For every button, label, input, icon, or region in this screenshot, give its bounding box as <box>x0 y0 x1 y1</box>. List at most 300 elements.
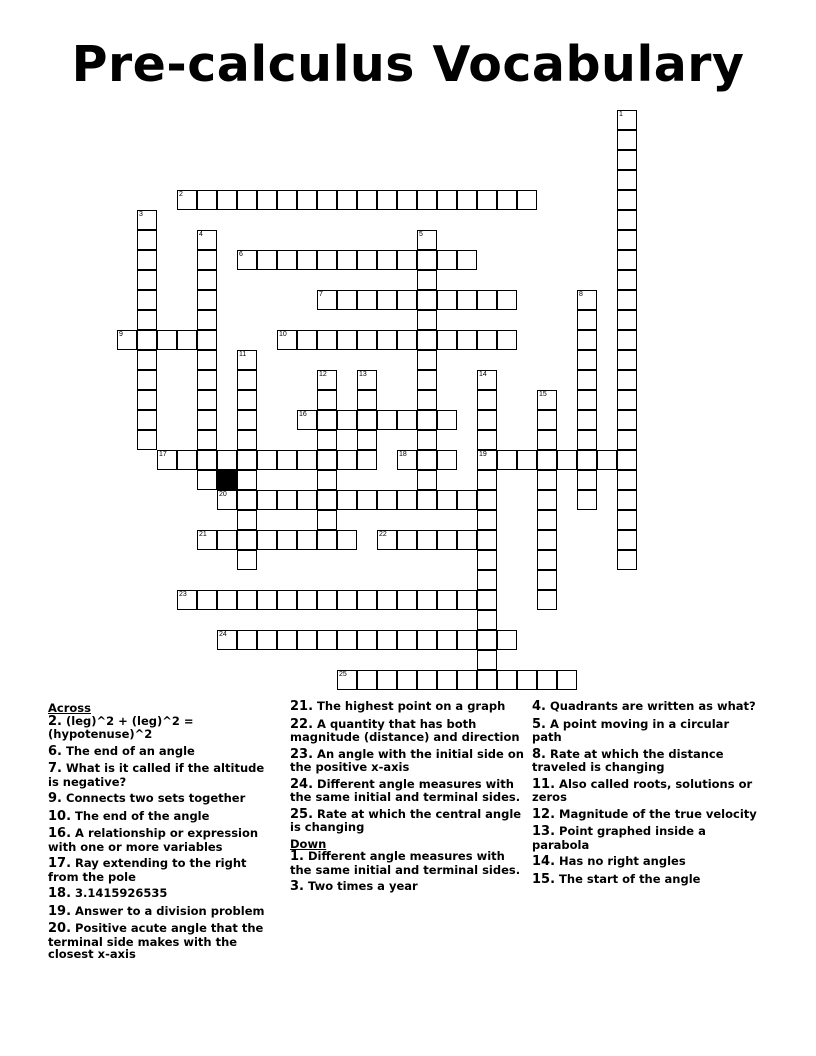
grid-cell[interactable] <box>617 450 637 470</box>
grid-cell[interactable] <box>457 290 477 310</box>
grid-cell[interactable] <box>397 190 417 210</box>
grid-cell[interactable] <box>297 490 317 510</box>
grid-cell[interactable] <box>457 530 477 550</box>
cell-number: 10 <box>279 331 287 338</box>
grid-cell[interactable] <box>577 430 597 450</box>
grid-cell[interactable] <box>617 330 637 350</box>
grid-cell[interactable] <box>337 450 357 470</box>
grid-cell[interactable] <box>157 450 177 470</box>
blocked-cell <box>217 470 237 490</box>
grid-cell[interactable] <box>197 310 217 330</box>
grid-cell[interactable] <box>557 450 577 470</box>
grid-cell[interactable] <box>137 390 157 410</box>
grid-cell[interactable] <box>197 390 217 410</box>
grid-cell[interactable] <box>417 350 437 370</box>
grid-cell[interactable] <box>257 190 277 210</box>
grid-cell[interactable] <box>317 430 337 450</box>
grid-cell[interactable] <box>397 590 417 610</box>
grid-cell[interactable] <box>217 450 237 470</box>
grid-cell[interactable] <box>237 550 257 570</box>
grid-cell[interactable] <box>537 450 557 470</box>
grid-cell[interactable] <box>417 490 437 510</box>
grid-cell[interactable] <box>417 230 437 250</box>
grid-cell[interactable] <box>197 450 217 470</box>
grid-cell[interactable] <box>297 330 317 350</box>
grid-cell[interactable] <box>457 330 477 350</box>
grid-cell[interactable] <box>337 490 357 510</box>
grid-cell[interactable] <box>277 630 297 650</box>
grid-cell[interactable] <box>577 410 597 430</box>
grid-cell[interactable] <box>397 530 417 550</box>
grid-cell[interactable] <box>477 650 497 670</box>
grid-cell[interactable] <box>197 470 217 490</box>
grid-cell[interactable] <box>197 530 217 550</box>
grid-cell[interactable] <box>317 390 337 410</box>
grid-cell[interactable] <box>337 530 357 550</box>
clue-across-18: 18. 3.1415926535 <box>48 886 168 901</box>
grid-cell[interactable] <box>617 550 637 570</box>
grid-cell[interactable] <box>157 330 177 350</box>
cell-number: 14 <box>479 371 487 378</box>
grid-cell[interactable] <box>277 190 297 210</box>
grid-cell[interactable] <box>437 490 457 510</box>
grid-cell[interactable] <box>317 530 337 550</box>
grid-cell[interactable] <box>137 210 157 230</box>
grid-cell[interactable] <box>477 370 497 390</box>
grid-cell[interactable] <box>417 270 437 290</box>
grid-cell[interactable] <box>477 190 497 210</box>
grid-cell[interactable] <box>337 410 357 430</box>
grid-cell[interactable] <box>537 510 557 530</box>
grid-cell[interactable] <box>537 430 557 450</box>
grid-cell[interactable] <box>417 390 437 410</box>
grid-cell[interactable] <box>357 330 377 350</box>
grid-cell[interactable] <box>317 190 337 210</box>
grid-cell[interactable] <box>577 330 597 350</box>
grid-cell[interactable] <box>137 270 157 290</box>
grid-cell[interactable] <box>497 670 517 690</box>
cell-number: 7 <box>319 291 323 298</box>
grid-cell[interactable] <box>477 390 497 410</box>
grid-cell[interactable] <box>217 630 237 650</box>
grid-cell[interactable] <box>457 590 477 610</box>
grid-cell[interactable] <box>477 330 497 350</box>
grid-cell[interactable] <box>417 290 437 310</box>
grid-cell[interactable] <box>237 630 257 650</box>
cell-number: 15 <box>539 391 547 398</box>
cell-number: 11 <box>239 351 247 358</box>
clue-across-21: 21. The highest point on a graph <box>290 699 506 714</box>
grid-cell[interactable] <box>477 630 497 650</box>
grid-cell[interactable] <box>417 590 437 610</box>
grid-cell[interactable] <box>117 330 137 350</box>
grid-cell[interactable] <box>297 630 317 650</box>
clue-down-15: 15. The start of the angle <box>532 871 701 887</box>
grid-cell[interactable] <box>477 490 497 510</box>
grid-cell[interactable] <box>297 250 317 270</box>
grid-cell[interactable] <box>377 250 397 270</box>
grid-cell[interactable] <box>577 490 597 510</box>
grid-cell[interactable] <box>477 290 497 310</box>
cell-number: 1 <box>619 111 623 118</box>
grid-cell[interactable] <box>497 290 517 310</box>
grid-cell[interactable] <box>257 450 277 470</box>
cell-number: 24 <box>219 631 227 638</box>
grid-cell[interactable] <box>477 610 497 630</box>
grid-cell[interactable] <box>477 530 497 550</box>
grid-cell[interactable] <box>417 310 437 330</box>
grid-cell[interactable] <box>417 470 437 490</box>
grid-cell[interactable] <box>477 510 497 530</box>
down-heading: Down <box>290 836 327 851</box>
grid-cell[interactable] <box>617 370 637 390</box>
grid-cell[interactable] <box>317 510 337 530</box>
grid-cell[interactable] <box>137 250 157 270</box>
grid-cell[interactable] <box>457 490 477 510</box>
grid-cell[interactable] <box>357 490 377 510</box>
grid-cell[interactable] <box>317 490 337 510</box>
cell-number: 5 <box>419 231 423 238</box>
grid-cell[interactable] <box>377 490 397 510</box>
grid-cell[interactable] <box>237 190 257 210</box>
grid-cell[interactable] <box>397 410 417 430</box>
grid-cell[interactable] <box>357 410 377 430</box>
grid-cell[interactable] <box>357 250 377 270</box>
grid-cell[interactable] <box>617 350 637 370</box>
grid-cell[interactable] <box>197 250 217 270</box>
grid-cell[interactable] <box>337 190 357 210</box>
clue-across-20: 20. Positive acute angle that the terminal side makes with the closest x-axis <box>48 921 264 961</box>
cell-number: 25 <box>339 671 347 678</box>
grid-cell[interactable] <box>197 410 217 430</box>
grid-cell[interactable] <box>577 390 597 410</box>
grid-cell[interactable] <box>397 290 417 310</box>
grid-cell[interactable] <box>537 410 557 430</box>
cell-number: 20 <box>219 491 227 498</box>
cell-number: 23 <box>179 591 187 598</box>
clue-across-17: 17. Ray extending to the right from the pole <box>48 856 247 884</box>
grid-cell[interactable] <box>617 170 637 190</box>
clue-down-12: 12. Magnitude of the true velocity <box>532 806 757 822</box>
clue-across-23: 23. An angle with the initial side on the positive x-axis <box>290 746 524 774</box>
grid-cell[interactable] <box>517 670 537 690</box>
grid-cell[interactable] <box>417 450 437 470</box>
grid-cell[interactable] <box>397 330 417 350</box>
grid-cell[interactable] <box>137 290 157 310</box>
grid-cell[interactable] <box>617 510 637 530</box>
grid-cell[interactable] <box>357 190 377 210</box>
clue-down-11: 11. Also called roots, solutions or zeros <box>532 776 753 804</box>
grid-cell[interactable] <box>237 370 257 390</box>
grid-cell[interactable] <box>277 450 297 470</box>
grid-cell[interactable] <box>277 590 297 610</box>
grid-cell[interactable] <box>357 590 377 610</box>
grid-cell[interactable] <box>397 490 417 510</box>
grid-cell[interactable] <box>357 290 377 310</box>
grid-cell[interactable] <box>337 630 357 650</box>
grid-cell[interactable] <box>357 430 377 450</box>
grid-cell[interactable] <box>377 290 397 310</box>
clue-down-3: 3. Two times a year <box>290 879 418 894</box>
grid-cell[interactable] <box>317 450 337 470</box>
grid-cell[interactable] <box>357 370 377 390</box>
grid-cell[interactable] <box>377 630 397 650</box>
cell-number: 8 <box>579 291 583 298</box>
grid-cell[interactable] <box>577 290 597 310</box>
grid-cell[interactable] <box>317 370 337 390</box>
grid-cell[interactable] <box>277 330 297 350</box>
clue-across-25: 25. Rate at which the central angle is changing <box>290 806 522 834</box>
grid-cell[interactable] <box>617 290 637 310</box>
clue-across-7: 7. What is it called if the altitude is negative? <box>48 761 265 789</box>
grid-cell[interactable] <box>437 670 457 690</box>
grid-cell[interactable] <box>457 190 477 210</box>
grid-cell[interactable] <box>297 410 317 430</box>
grid-cell[interactable] <box>317 330 337 350</box>
grid-cell[interactable] <box>617 110 637 130</box>
grid-cell[interactable] <box>617 270 637 290</box>
grid-cell[interactable] <box>217 190 237 210</box>
grid-cell[interactable] <box>497 630 517 650</box>
grid-cell[interactable] <box>437 190 457 210</box>
clue-across-10: 10. The end of the angle <box>48 808 210 824</box>
clues-column-1 <box>48 700 278 965</box>
grid-cell[interactable] <box>617 470 637 490</box>
grid-cell[interactable] <box>417 630 437 650</box>
clue-down-5: 5. A point moving in a circular path <box>532 716 730 744</box>
grid-cell[interactable] <box>337 590 357 610</box>
grid-cell[interactable] <box>257 590 277 610</box>
grid-cell[interactable] <box>417 410 437 430</box>
grid-cell[interactable] <box>137 330 157 350</box>
grid-cell[interactable] <box>617 210 637 230</box>
grid-cell[interactable] <box>317 290 337 310</box>
grid-cell[interactable] <box>577 370 597 390</box>
grid-cell[interactable] <box>437 590 457 610</box>
grid-cell[interactable] <box>197 370 217 390</box>
cell-number: 9 <box>119 331 123 338</box>
grid-cell[interactable] <box>517 450 537 470</box>
grid-cell[interactable] <box>577 470 597 490</box>
grid-cell[interactable] <box>337 670 357 690</box>
grid-cell[interactable] <box>437 630 457 650</box>
grid-cell[interactable] <box>337 290 357 310</box>
grid-cell[interactable] <box>257 250 277 270</box>
grid-cell[interactable] <box>437 290 457 310</box>
grid-cell[interactable] <box>197 330 217 350</box>
grid-cell[interactable] <box>557 670 577 690</box>
grid-cell[interactable] <box>237 510 257 530</box>
grid-cell[interactable] <box>577 310 597 330</box>
grid-cell[interactable] <box>217 530 237 550</box>
grid-cell[interactable] <box>537 390 557 410</box>
grid-cell[interactable] <box>617 230 637 250</box>
grid-cell[interactable] <box>317 470 337 490</box>
grid-cell[interactable] <box>477 670 497 690</box>
grid-cell[interactable] <box>457 250 477 270</box>
grid-cell[interactable] <box>477 450 497 470</box>
grid-cell[interactable] <box>317 630 337 650</box>
grid-cell[interactable] <box>177 190 197 210</box>
grid-cell[interactable] <box>357 450 377 470</box>
grid-cell[interactable] <box>377 530 397 550</box>
grid-cell[interactable] <box>437 250 457 270</box>
cell-number: 4 <box>199 231 203 238</box>
grid-cell[interactable] <box>237 430 257 450</box>
grid-cell[interactable] <box>477 410 497 430</box>
grid-cell[interactable] <box>257 530 277 550</box>
grid-cell[interactable] <box>537 530 557 550</box>
clue-down-1: 1. Different angle measures with the same initial and terminal sides. <box>290 849 521 877</box>
grid-cell[interactable] <box>417 670 437 690</box>
grid-cell[interactable] <box>177 450 197 470</box>
grid-cell[interactable] <box>617 430 637 450</box>
grid-cell[interactable] <box>357 390 377 410</box>
grid-cell[interactable] <box>377 670 397 690</box>
grid-cell[interactable] <box>137 230 157 250</box>
cell-number: 12 <box>319 371 327 378</box>
grid-cell[interactable] <box>477 430 497 450</box>
cell-number: 13 <box>359 371 367 378</box>
grid-cell[interactable] <box>577 450 597 470</box>
grid-cell[interactable] <box>377 190 397 210</box>
grid-cell[interactable] <box>417 330 437 350</box>
grid-cell[interactable] <box>197 270 217 290</box>
grid-cell[interactable] <box>297 590 317 610</box>
grid-cell[interactable] <box>137 430 157 450</box>
grid-cell[interactable] <box>417 370 437 390</box>
clue-across-2: 2. (leg)^2 + (leg)^2 = (hypotenuse)^2 <box>48 713 194 741</box>
grid-cell[interactable] <box>197 190 217 210</box>
grid-cell[interactable] <box>617 190 637 210</box>
grid-cell[interactable] <box>277 530 297 550</box>
grid-cell[interactable] <box>477 470 497 490</box>
grid-cell[interactable] <box>237 590 257 610</box>
grid-cell[interactable] <box>237 470 257 490</box>
grid-cell[interactable] <box>237 490 257 510</box>
grid-cell[interactable] <box>137 410 157 430</box>
grid-cell[interactable] <box>377 410 397 430</box>
grid-cell[interactable] <box>237 350 257 370</box>
grid-cell[interactable] <box>237 530 257 550</box>
grid-cell[interactable] <box>537 470 557 490</box>
clue-across-16: 16. A relationship or expression with one or more variables <box>48 826 259 854</box>
grid-cell[interactable] <box>617 150 637 170</box>
grid-cell[interactable] <box>297 530 317 550</box>
grid-cell[interactable] <box>197 230 217 250</box>
grid-cell[interactable] <box>277 490 297 510</box>
grid-cell[interactable] <box>237 390 257 410</box>
grid-cell[interactable] <box>337 250 357 270</box>
grid-cell[interactable] <box>497 190 517 210</box>
grid-cell[interactable] <box>137 310 157 330</box>
cell-number: 19 <box>479 451 487 458</box>
grid-cell[interactable] <box>497 330 517 350</box>
grid-cell[interactable] <box>437 450 457 470</box>
grid-cell[interactable] <box>197 590 217 610</box>
grid-cell[interactable] <box>437 410 457 430</box>
grid-cell[interactable] <box>297 450 317 470</box>
grid-cell[interactable] <box>617 390 637 410</box>
grid-cell[interactable] <box>217 590 237 610</box>
grid-cell[interactable] <box>477 550 497 570</box>
grid-cell[interactable] <box>417 430 437 450</box>
grid-cell[interactable] <box>457 670 477 690</box>
grid-cell[interactable] <box>297 190 317 210</box>
grid-cell[interactable] <box>497 450 517 470</box>
grid-cell[interactable] <box>137 370 157 390</box>
grid-cell[interactable] <box>537 590 557 610</box>
grid-cell[interactable] <box>137 350 157 370</box>
puzzle-title: Pre-calculus Vocabulary <box>71 36 745 93</box>
grid-cell[interactable] <box>577 350 597 370</box>
grid-cell[interactable] <box>317 250 337 270</box>
grid-cell[interactable] <box>377 590 397 610</box>
grid-cell[interactable] <box>477 570 497 590</box>
cell-number: 17 <box>159 451 167 458</box>
clue-across-24: 24. Different angle measures with the same initial and terminal sides. <box>290 776 521 804</box>
grid-cell[interactable] <box>417 250 437 270</box>
grid-cell[interactable] <box>257 630 277 650</box>
grid-cell[interactable] <box>537 550 557 570</box>
grid-cell[interactable] <box>197 430 217 450</box>
grid-cell[interactable] <box>317 590 337 610</box>
grid-cell[interactable] <box>537 570 557 590</box>
grid-cell[interactable] <box>337 330 357 350</box>
grid-cell[interactable] <box>537 490 557 510</box>
grid-cell[interactable] <box>437 330 457 350</box>
grid-cell[interactable] <box>177 590 197 610</box>
grid-cell[interactable] <box>397 670 417 690</box>
grid-cell[interactable] <box>417 190 437 210</box>
grid-cell[interactable] <box>617 490 637 510</box>
grid-cell[interactable] <box>477 590 497 610</box>
grid-cell[interactable] <box>217 490 237 510</box>
grid-cell[interactable] <box>617 530 637 550</box>
grid-cell[interactable] <box>357 630 377 650</box>
grid-cell[interactable] <box>617 130 637 150</box>
grid-cell[interactable] <box>437 530 457 550</box>
grid-cell[interactable] <box>237 450 257 470</box>
grid-cell[interactable] <box>517 190 537 210</box>
grid-cell[interactable] <box>397 250 417 270</box>
grid-cell[interactable] <box>537 670 557 690</box>
grid-cell[interactable] <box>617 410 637 430</box>
grid-cell[interactable] <box>417 530 437 550</box>
grid-cell[interactable] <box>237 410 257 430</box>
grid-cell[interactable] <box>597 450 617 470</box>
cell-number: 16 <box>299 411 307 418</box>
grid-cell[interactable] <box>277 250 297 270</box>
grid-cell[interactable] <box>357 670 377 690</box>
grid-cell[interactable] <box>617 250 637 270</box>
grid-cell[interactable] <box>617 310 637 330</box>
grid-cell[interactable] <box>257 490 277 510</box>
grid-cell[interactable] <box>237 250 257 270</box>
clue-down-8: 8. Rate at which the distance traveled is changing <box>532 746 724 774</box>
grid-cell[interactable] <box>317 410 337 430</box>
cell-number: 21 <box>199 531 207 538</box>
grid-cell[interactable] <box>197 350 217 370</box>
grid-cell[interactable] <box>397 630 417 650</box>
clue-down-14: 14. Has no right angles <box>532 854 686 869</box>
grid-cell[interactable] <box>177 330 197 350</box>
grid-cell[interactable] <box>397 450 417 470</box>
grid-cell[interactable] <box>457 630 477 650</box>
clues-column-2 <box>290 700 526 898</box>
grid-cell[interactable] <box>377 330 397 350</box>
grid-cell[interactable] <box>197 290 217 310</box>
